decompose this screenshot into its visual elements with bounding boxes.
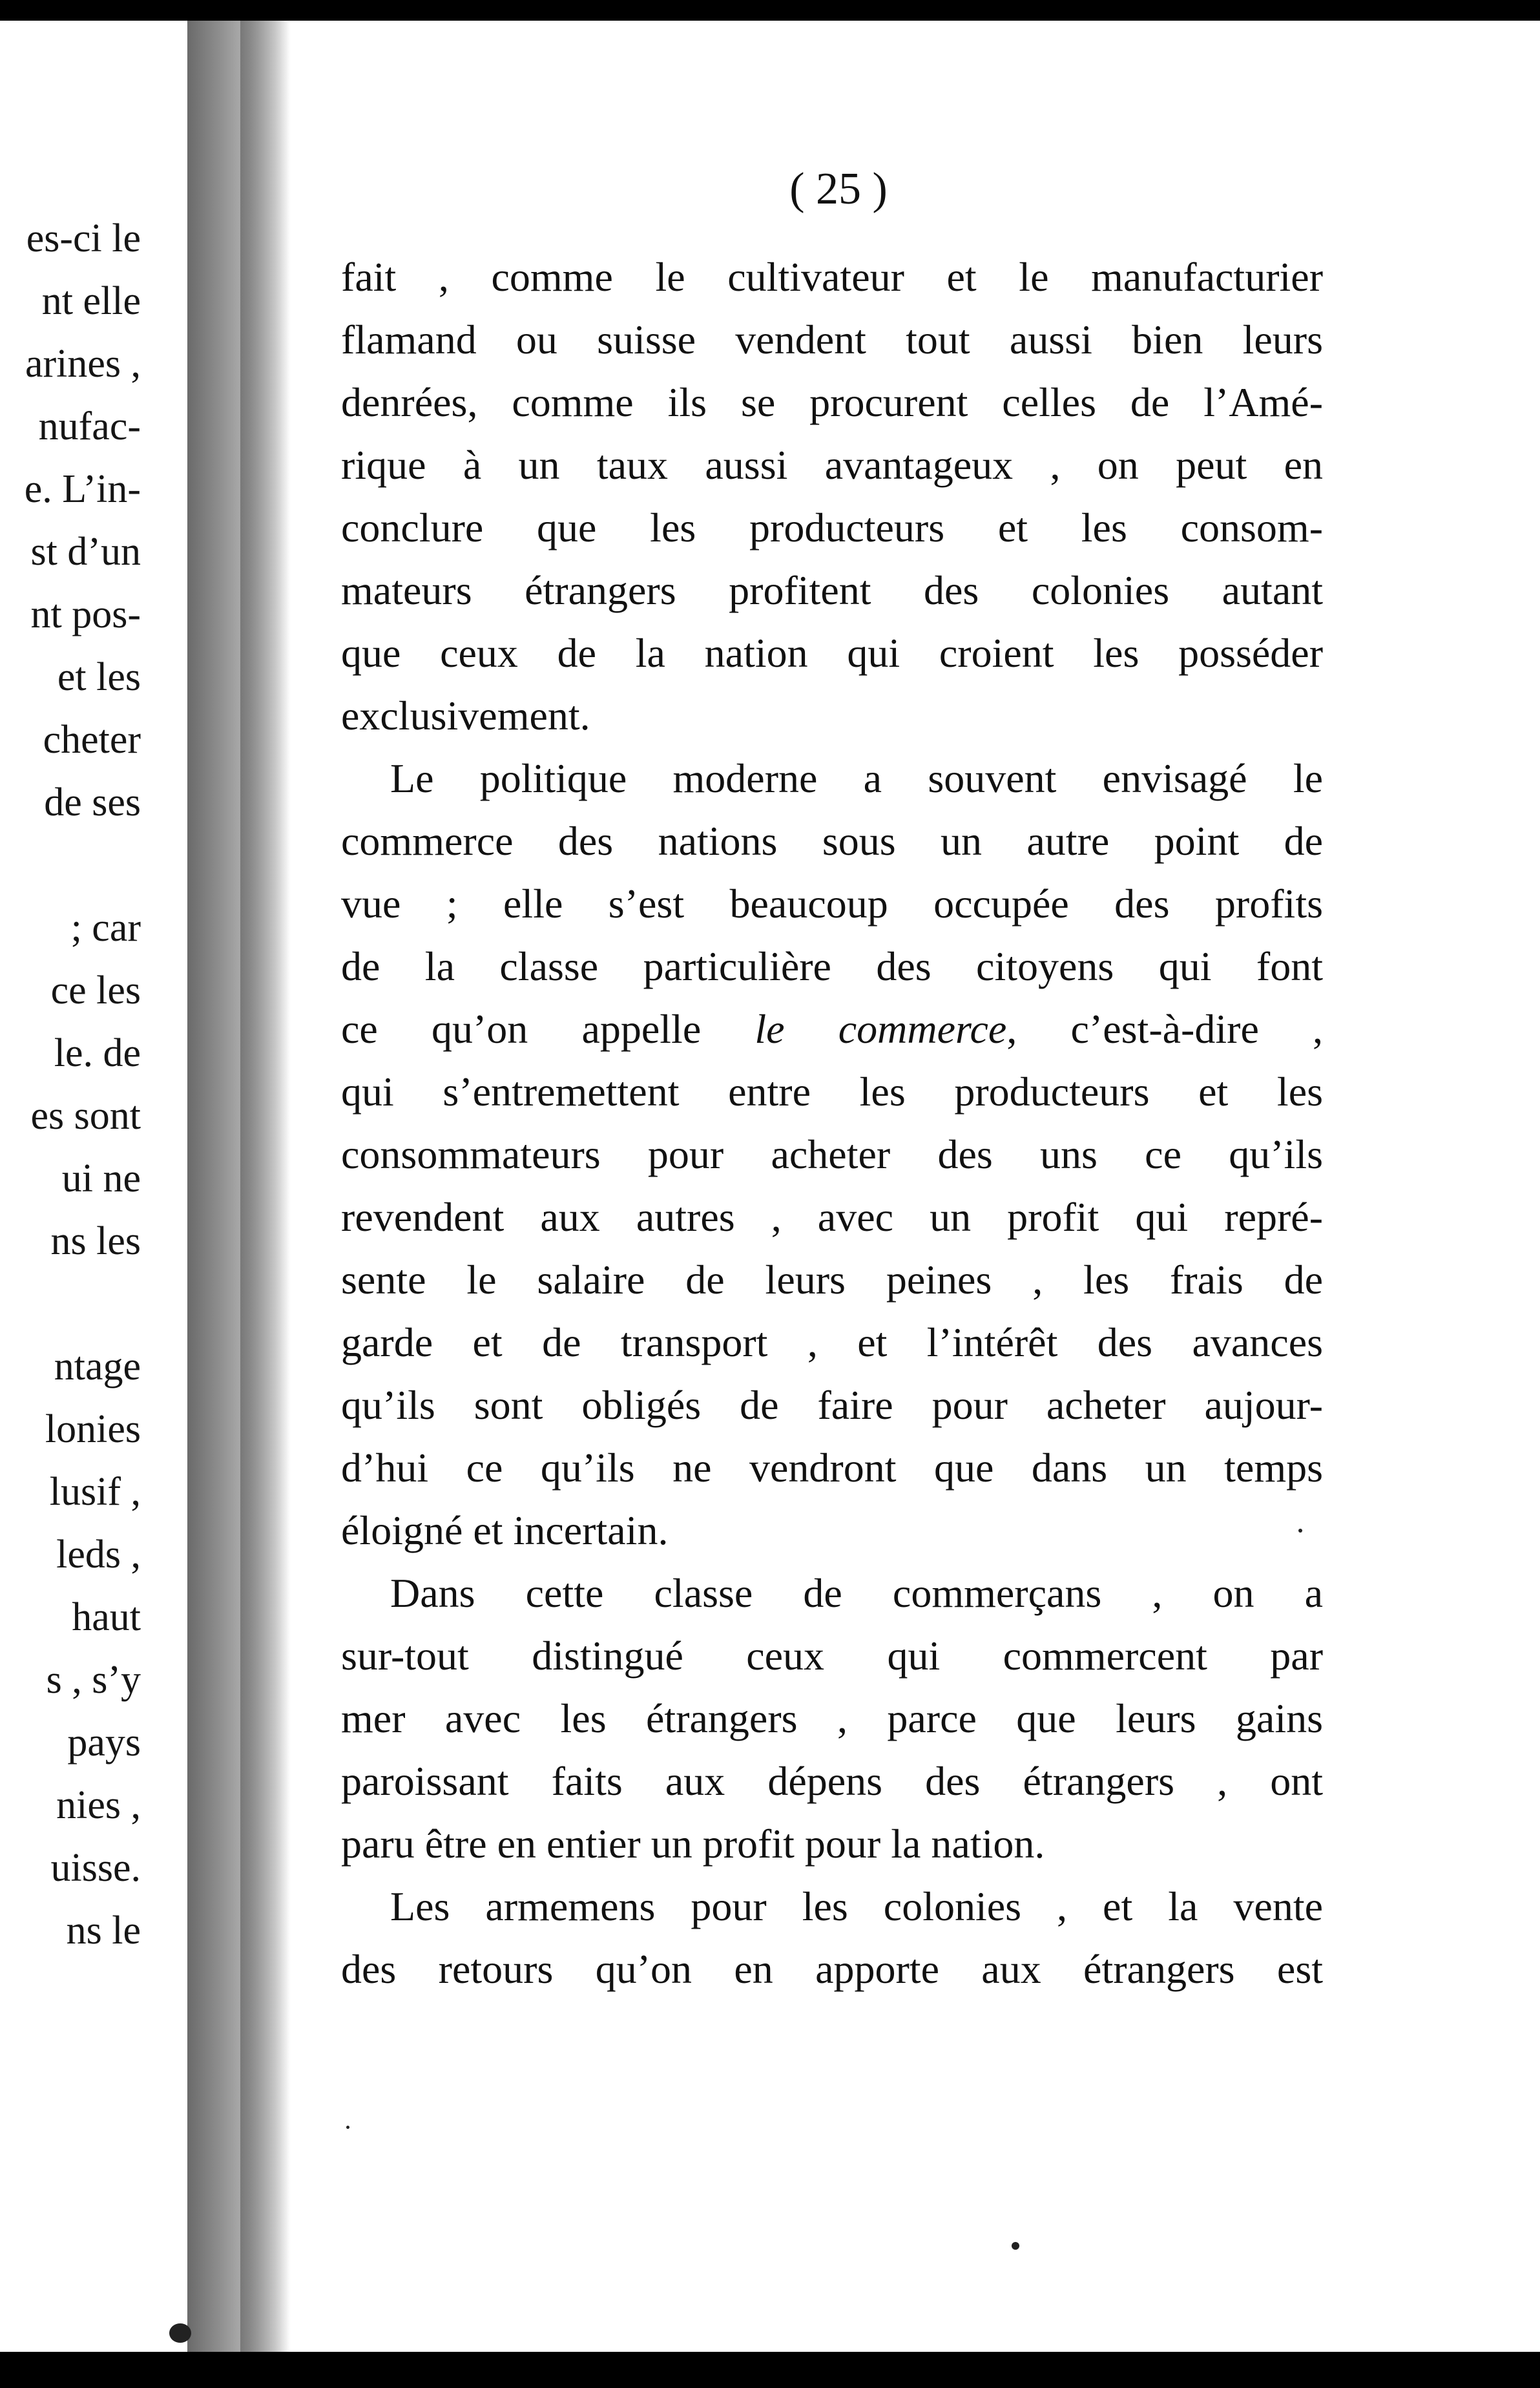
text-line: revendent aux autres , avec un profit qui repré- [341, 1194, 1323, 1240]
text-line: paroissant faits aux dépens des étrangers , ont [341, 1758, 1323, 1804]
facing-page-line: le. de [54, 1031, 141, 1075]
facing-page-line: s , s’y [46, 1658, 141, 1702]
facing-page-line: nies , [56, 1783, 141, 1827]
text-line: vue ; elle s’est beaucoup occupée des profits [341, 881, 1323, 927]
text-fragment: , c’est-à-dire , [1006, 1006, 1324, 1052]
facing-page-left [0, 21, 187, 2352]
text-line: denrées, comme ils se procurent celles de l’Amé- [341, 379, 1323, 425]
scan-bottom-border [0, 2352, 1540, 2388]
facing-page-line: lusif , [49, 1470, 141, 1514]
text-line: d’hui ce qu’ils ne vendront que dans un temps [341, 1445, 1323, 1491]
ink-speck [169, 2323, 191, 2343]
text-line: commerce des nations sous un autre point de [341, 818, 1323, 864]
ink-speck [1012, 2242, 1019, 2250]
text-line: sente le salaire de leurs peines , les frais de [341, 1257, 1323, 1303]
text-line: paru être en entier un profit pour la nation. [341, 1821, 1045, 1867]
text-line: Les armemens pour les colonies , et la vente [390, 1883, 1323, 1929]
text-line: consommateurs pour acheter des uns ce qu’ils [341, 1131, 1323, 1177]
text-line: fait , comme le cultivateur et le manufacturier [341, 254, 1323, 300]
text-line: flamand ou suisse vendent tout aussi bien leurs [341, 317, 1323, 362]
text-line: rique à un taux aussi avantageux , on peut en [341, 442, 1323, 488]
text-line: mer avec les étrangers , parce que leurs gains [341, 1695, 1323, 1741]
text-line: de la classe particulière des citoyens qui font [341, 943, 1323, 989]
facing-page-line: nt elle [41, 279, 141, 323]
facing-page-line: ntage [54, 1345, 141, 1388]
facing-page-line: et les [57, 655, 141, 699]
page-number: ( 25 ) [789, 164, 888, 214]
text-line: qui s’entremettent entre les producteurs et les [341, 1069, 1323, 1115]
facing-page-line: ns le [66, 1909, 141, 1953]
facing-page-line: lonies [45, 1407, 141, 1451]
text-line: des retours qu’on en apporte aux étrangers est [341, 1946, 1323, 1992]
facing-page-line: arines , [25, 342, 141, 386]
page-body-text [341, 246, 1323, 2000]
facing-page-line: de ses [44, 780, 141, 824]
text-line: exclusivement. [341, 693, 590, 738]
text-line [341, 998, 1323, 1060]
facing-page-line: ; car [70, 906, 141, 950]
ink-speck [346, 2126, 349, 2129]
facing-page-line: nt pos- [30, 592, 141, 636]
text-line: sur-tout distingué ceux qui commercent par [341, 1633, 1323, 1679]
facing-page-line: e. L’in- [24, 467, 141, 511]
facing-page-line: es sont [30, 1094, 141, 1138]
text-line: éloigné et incertain. [341, 1507, 669, 1553]
text-line: Dans cette classe de commerçans , on a [390, 1570, 1323, 1616]
text-line: Le politique moderne a souvent envisagé le [390, 755, 1323, 801]
facing-page-line: nufac- [38, 404, 141, 448]
facing-page-line: ce les [50, 969, 141, 1012]
text-line: mateurs étrangers profitent des colonies autant [341, 567, 1323, 613]
text-fragment: ce qu’on appelle [341, 1006, 755, 1052]
facing-page-line: cheter [43, 718, 141, 762]
facing-page-line: ns les [50, 1219, 141, 1263]
scan-top-border [0, 0, 1540, 21]
facing-page-line: es-ci le [26, 216, 141, 260]
facing-page-line: haut [72, 1595, 141, 1639]
text-line: que ceux de la nation qui croient les posséder [341, 630, 1323, 676]
facing-page-line: st d’un [30, 530, 141, 574]
text-line: conclure que les producteurs et les consom- [341, 505, 1323, 550]
ink-speck [1298, 1529, 1302, 1533]
book-gutter-edge [240, 21, 289, 2352]
facing-page-line: ui ne [61, 1157, 141, 1200]
italic-phrase: le commerce [754, 1006, 1007, 1052]
facing-page-line: uisse. [50, 1846, 141, 1890]
facing-page-line: pays [67, 1721, 141, 1765]
text-line: qu’ils sont obligés de faire pour acheter aujour- [341, 1382, 1323, 1428]
facing-page-line: leds , [56, 1533, 141, 1576]
text-line: garde et de transport , et l’intérêt des avances [341, 1319, 1323, 1365]
